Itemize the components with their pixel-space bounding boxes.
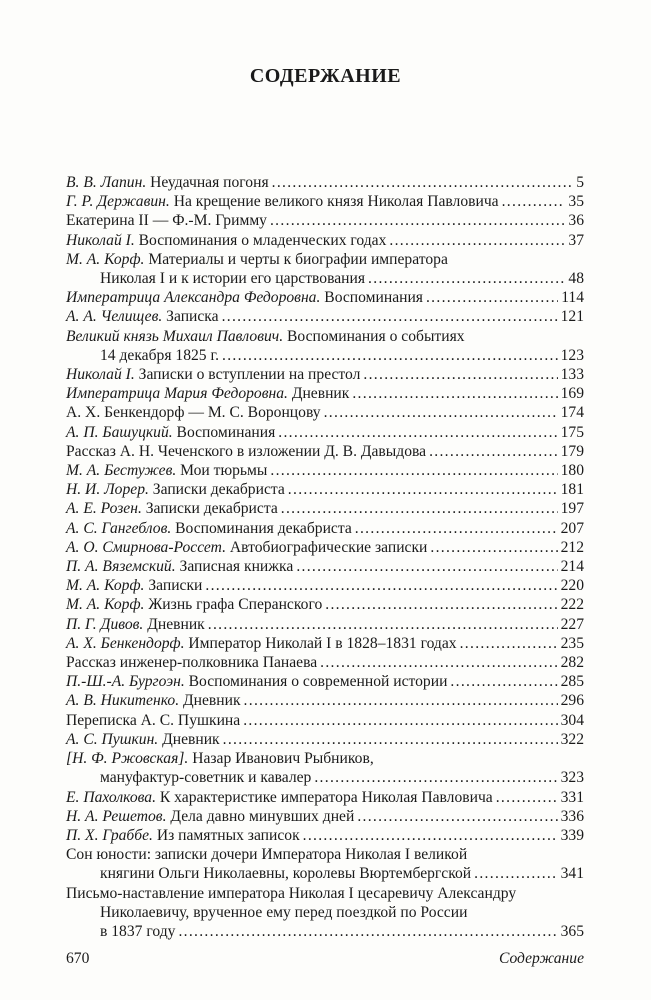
entry-page-number: 336 [560, 807, 584, 825]
entry-page-number: 341 [560, 865, 584, 883]
entry-line-with-page [66, 442, 584, 461]
dot-leader [205, 576, 557, 595]
entry-author: Николай I. [66, 366, 135, 384]
entry-line [66, 250, 584, 269]
entry-title: Записки [144, 577, 203, 595]
entry-author: А. П. Башуцкий. [66, 423, 173, 441]
toc-entry [66, 365, 584, 384]
toc-entry [66, 749, 584, 787]
running-title: Содержание [498, 950, 584, 967]
entry-page-number: 365 [560, 922, 584, 940]
entry-line-with-page [66, 691, 584, 710]
entry-line-with-page [66, 499, 584, 518]
entry-text [66, 615, 205, 634]
entry-text [66, 672, 447, 691]
entry-page-number: 179 [560, 442, 584, 460]
entry-title: Дневник [287, 385, 350, 403]
entry-line [66, 884, 584, 903]
entry-text [66, 442, 426, 461]
entry-line-with-page [66, 231, 584, 250]
entry-title: Рассказ инженер-полковника Панаева [66, 654, 318, 672]
entry-title: Дневник [158, 730, 220, 748]
entry-page-number: 285 [560, 673, 584, 691]
entry-title: Дневник [143, 615, 205, 633]
entry-title: Мои тюрьмы [176, 462, 268, 480]
entry-page-number: 220 [560, 577, 584, 595]
entry-author: Г. Р. Державин. [66, 193, 170, 211]
entry-page-number: 339 [560, 826, 584, 844]
toc-entry [66, 557, 584, 576]
toc-entry [66, 691, 584, 710]
entry-line-with-page [66, 346, 584, 365]
entry-text [100, 346, 219, 365]
entry-author: Великий князь Михаил Павлович. [66, 327, 284, 345]
entry-line-with-page [66, 192, 584, 211]
entry-author: А. Х. Бенкендорф. [66, 634, 185, 652]
entry-line [66, 845, 584, 864]
entry-title: Записная книжка [175, 558, 294, 576]
entry-text [100, 768, 311, 787]
dot-leader [270, 211, 565, 230]
toc-entry [66, 250, 584, 288]
entry-author: Н. И. Лорер. [66, 481, 149, 499]
dot-leader [296, 557, 557, 576]
entry-text [66, 634, 457, 653]
toc-entry [66, 845, 584, 883]
entry-text [100, 922, 175, 941]
entry-page-number: 207 [560, 519, 584, 537]
entry-text [66, 595, 322, 614]
entry-line-with-page [66, 173, 584, 192]
entry-line-with-page [66, 595, 584, 614]
entry-page-number: 304 [560, 711, 584, 729]
entry-title: Дела давно минувших дней [166, 807, 355, 825]
entry-title: Переписка А. С. Пушкина [66, 711, 241, 729]
entry-text [66, 211, 267, 230]
entry-text [66, 653, 317, 672]
entry-page-number: 121 [560, 308, 584, 326]
entry-author: А. Е. Розен. [66, 500, 142, 518]
toc-entry [66, 884, 584, 942]
entry-line-with-page [66, 807, 584, 826]
dot-leader [426, 288, 558, 307]
entry-line-with-page [66, 519, 584, 538]
dot-leader [278, 423, 557, 442]
entry-text [66, 173, 269, 192]
entry-page-number: 322 [560, 730, 584, 748]
entry-page-number: 133 [560, 366, 584, 384]
entry-text [66, 711, 240, 730]
entry-author: Н. А. Решетов. [66, 807, 167, 825]
entry-author: П. А. Вяземский. [66, 558, 176, 576]
entry-title-continuation: мануфактур-советник и кавалер [100, 769, 312, 787]
toc-entry [66, 231, 584, 250]
entry-text [66, 288, 423, 307]
dot-leader [352, 384, 557, 403]
entry-title: Воспоминания о младенческих годах [134, 231, 387, 249]
entry-page-number: 222 [560, 596, 584, 614]
toc-entry [66, 403, 584, 422]
entry-text [66, 365, 360, 384]
entry-page-number: 282 [560, 654, 584, 672]
entry-page-number: 175 [560, 423, 584, 441]
dot-leader [222, 346, 558, 365]
entry-author: А. А. Челищев. [66, 308, 163, 326]
entry-author: А. С. Пушкин. [66, 730, 159, 748]
toc-entry [66, 461, 584, 480]
entry-author: Императрица Александра Федоровна. [66, 289, 321, 307]
dot-leader [460, 634, 558, 653]
entry-line-with-page [66, 788, 584, 807]
entry-page-number: 174 [560, 404, 584, 422]
toc-entry [66, 519, 584, 538]
toc-entry [66, 595, 584, 614]
entry-line-with-page [66, 576, 584, 595]
toc-entry [66, 538, 584, 557]
entry-title: Дневник [179, 692, 241, 710]
dot-leader [244, 691, 558, 710]
entry-page-number: 212 [560, 538, 584, 556]
entry-title: Рассказ А. Н. Чеченского в изложении Д. В. Давыдова [66, 442, 427, 460]
entry-text [66, 807, 354, 826]
entry-line-with-page [66, 423, 584, 442]
entry-title: Из памятных записок [152, 826, 300, 844]
toc-entry [66, 788, 584, 807]
entry-line-with-page [66, 922, 584, 941]
entry-text [66, 480, 285, 499]
toc-entry [66, 807, 584, 826]
toc-entry [66, 634, 584, 653]
entry-title: Материалы и черты к биографии императора [144, 250, 448, 268]
dot-leader [270, 461, 557, 480]
entry-author: П.-Ш.-А. Бургоэн. [66, 673, 185, 691]
dot-leader [314, 768, 557, 787]
entry-page-number: 123 [560, 346, 584, 364]
entry-line [66, 327, 584, 346]
entry-title: На крещение великого князя Николая Павловича [169, 193, 499, 211]
entry-line-with-page [66, 634, 584, 653]
entry-author: М. А. Корф. [66, 250, 145, 268]
entry-title-continuation: 14 декабря 1825 г. [100, 346, 220, 364]
table-of-contents [66, 173, 584, 941]
entry-title-continuation: княгини Ольги Николаевны, королевы Вюртембергской [100, 865, 472, 883]
entry-line [66, 903, 584, 922]
entry-title: Император Николай I в 1828–1831 годах [184, 634, 457, 652]
entry-title: Воспоминания о событиях [283, 327, 465, 345]
toc-entry [66, 442, 584, 461]
entry-page-number: 331 [560, 788, 584, 806]
dot-leader [389, 231, 565, 250]
toc-entry [66, 423, 584, 442]
entry-author: М. А. Бестужев. [66, 462, 177, 480]
entry-title: А. Х. Бенкендорф — М. С. Воронцову [66, 404, 321, 422]
entry-line-with-page [66, 384, 584, 403]
dot-leader [281, 499, 558, 518]
dot-leader [357, 807, 557, 826]
toc-entry [66, 672, 584, 691]
entry-title: Неудачная погоня [146, 174, 269, 191]
entry-line-with-page [66, 307, 584, 326]
entry-line-with-page [66, 538, 584, 557]
entry-text [100, 864, 471, 883]
dot-leader [325, 595, 557, 614]
entry-page-number: 181 [560, 481, 584, 499]
entry-line-with-page [66, 768, 584, 787]
entry-page-number: 37 [568, 231, 584, 249]
dot-leader [363, 365, 557, 384]
entry-line-with-page [66, 480, 584, 499]
page-footer [66, 950, 584, 968]
toc-entry [66, 480, 584, 499]
toc-entry [66, 576, 584, 595]
entry-line-with-page [66, 269, 584, 288]
entry-text [66, 231, 386, 250]
entry-text [66, 384, 349, 403]
entry-author: Николай I. [66, 231, 135, 249]
entry-text [66, 423, 275, 442]
entry-author: П. Г. Дивов. [66, 615, 144, 633]
entry-title: Жизнь графа Сперанского [144, 596, 323, 614]
dot-leader [272, 173, 574, 192]
entry-page-number: 48 [568, 270, 584, 288]
entry-text [66, 538, 427, 557]
entry-line-with-page [66, 615, 584, 634]
entry-line-with-page [66, 730, 584, 749]
entry-title: К характеристике императора Николая Павловича [155, 788, 493, 806]
entry-page-number: 227 [560, 615, 584, 633]
entry-text [66, 730, 220, 749]
entry-line-with-page [66, 288, 584, 307]
entry-title: Автобиографические записки [225, 538, 428, 556]
dot-leader [474, 864, 557, 883]
entry-text [66, 499, 278, 518]
entry-author: В. В. Лапин. [66, 174, 147, 191]
entry-author: А. С. Гангеблов. [66, 519, 172, 537]
entry-text [66, 557, 293, 576]
toc-entry [66, 384, 584, 403]
entry-title: Письмо-наставление императора Николая I цесаревичу Александру [66, 884, 517, 902]
dot-leader [208, 615, 558, 634]
entry-page-number: 36 [568, 212, 584, 230]
toc-entry [66, 711, 584, 730]
entry-page-number: 35 [568, 193, 584, 211]
entry-author: А. В. Никитенко. [66, 692, 180, 710]
dot-leader [288, 480, 558, 499]
entry-title: Воспоминания [172, 423, 276, 441]
entry-line-with-page [66, 211, 584, 230]
toc-entry [66, 173, 584, 192]
entry-text [66, 826, 300, 845]
entry-title: Записка [162, 308, 219, 326]
entry-title-continuation: Николая I и к истории его царствования [100, 270, 366, 288]
entry-line-with-page [66, 403, 584, 422]
entry-line-with-page [66, 711, 584, 730]
dot-leader [429, 442, 558, 461]
toc-entry [66, 192, 584, 211]
entry-title-continuation: в 1837 году [100, 922, 176, 940]
dot-leader [223, 730, 558, 749]
toc-entry [66, 653, 584, 672]
dot-leader [355, 519, 558, 538]
entry-author: Е. Пахолкова. [66, 788, 156, 806]
dot-leader [303, 826, 558, 845]
toc-entry [66, 307, 584, 326]
dot-leader [320, 653, 557, 672]
entry-line-with-page [66, 864, 584, 883]
toc-entry [66, 327, 584, 365]
dot-leader [178, 922, 557, 941]
entry-page-number: 323 [560, 769, 584, 787]
entry-page-number: 197 [560, 500, 584, 518]
toc-entry [66, 826, 584, 845]
dot-leader [222, 307, 558, 326]
entry-title: Воспоминания [320, 289, 423, 307]
dot-leader [502, 192, 566, 211]
entry-line-with-page [66, 672, 584, 691]
toc-entry [66, 499, 584, 518]
entry-title-continuation: Николаевичу, врученное ему перед поездкой по России [100, 903, 468, 921]
dot-leader [243, 711, 557, 730]
entry-text [66, 788, 493, 807]
entry-page-number: 114 [561, 289, 584, 307]
entry-page-number: 180 [560, 462, 584, 480]
dot-leader [430, 538, 557, 557]
entry-line-with-page [66, 557, 584, 576]
dot-leader [450, 672, 557, 691]
entry-line-with-page [66, 826, 584, 845]
entry-text [100, 269, 365, 288]
entry-line [66, 749, 584, 768]
entry-author: А. О. Смирнова-Россет. [66, 538, 226, 556]
entry-page-number: 169 [560, 385, 584, 403]
entry-title: Воспоминания о современной истории [184, 673, 448, 691]
dot-leader [368, 269, 565, 288]
entry-page-number: 235 [560, 634, 584, 652]
entry-text [66, 403, 321, 422]
entry-title: Записки декабриста [148, 481, 285, 499]
entry-title: Записки о вступлении на престол [134, 366, 361, 384]
entry-title: Сон юности: записки дочери Императора Николая I великой [66, 846, 468, 864]
entry-text [66, 192, 499, 211]
toc-entry [66, 730, 584, 749]
entry-line-with-page [66, 653, 584, 672]
entry-text [66, 461, 267, 480]
entry-page-number: 214 [560, 558, 584, 576]
page-number: 670 [66, 950, 90, 967]
toc-entry [66, 211, 584, 230]
page-title: СОДЕРЖАНИЕ [249, 65, 402, 87]
entry-author: М. А. Корф. [66, 596, 145, 614]
entry-line-with-page [66, 365, 584, 384]
dot-leader [496, 788, 558, 807]
entry-author: Императрица Мария Федоровна. [66, 385, 288, 403]
entry-text [66, 519, 352, 538]
entry-title: Записки декабриста [141, 500, 278, 518]
toc-entry [66, 288, 584, 307]
entry-title: Воспоминания декабриста [171, 519, 352, 537]
dot-leader [324, 403, 558, 422]
entry-page-number: 296 [560, 692, 584, 710]
toc-entry [66, 615, 584, 634]
entry-line-with-page [66, 461, 584, 480]
entry-author: П. Х. Граббе. [66, 826, 153, 844]
entry-title: Екатерина II — Ф.-М. Гримму [66, 212, 267, 230]
entry-text [66, 576, 202, 595]
entry-title: Назар Иванович Рыбников, [188, 750, 374, 768]
entry-author: М. А. Корф. [66, 577, 145, 595]
entry-text [66, 307, 219, 326]
entry-text [66, 691, 241, 710]
entry-author: [Н. Ф. Ржовская]. [66, 750, 189, 768]
entry-page-number: 5 [576, 174, 584, 191]
